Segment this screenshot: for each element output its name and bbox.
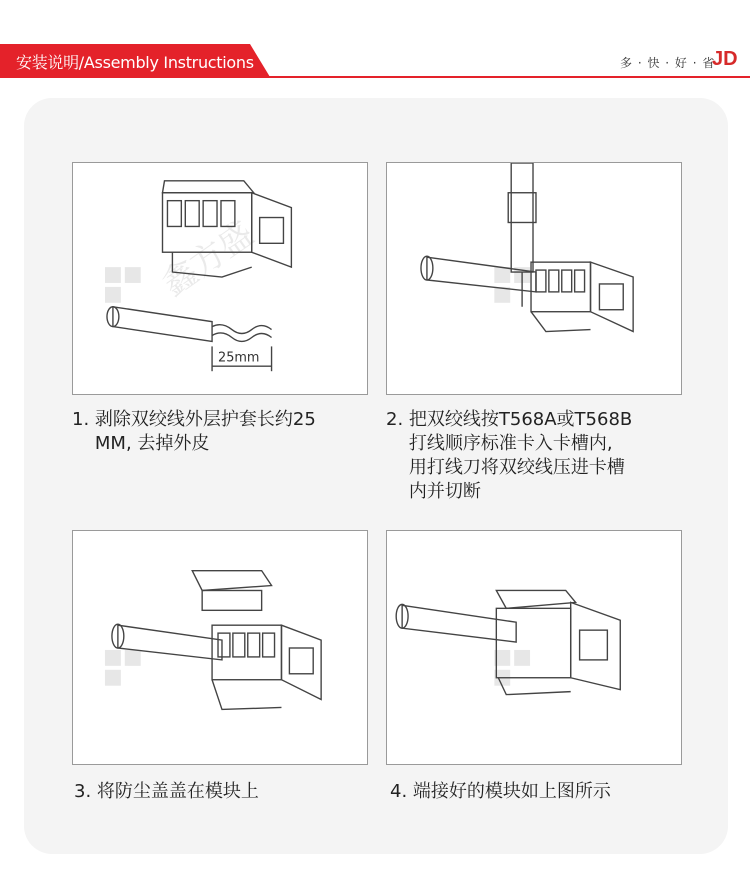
step-2-illustration bbox=[386, 162, 682, 395]
step-1-caption: 1. 剥除双绞线外层护套长约25 MM, 去掉外皮 bbox=[72, 409, 316, 454]
step-4-caption: 4. 端接好的模块如上图所示 bbox=[390, 781, 611, 802]
header-bar bbox=[0, 0, 750, 80]
step-2-caption: 2. 把双绞线按T568A或T568B 打线顺序标准卡入卡槽内, 用打线刀将双绞线压进卡槽 内并切断 bbox=[386, 409, 633, 502]
page-title: 安装说明/Assembly Instructions bbox=[16, 53, 254, 72]
watermark-text: 鑫方盛 bbox=[155, 213, 261, 304]
step-3-caption: 3. 将防尘盖盖在模块上 bbox=[74, 781, 259, 802]
watermark bbox=[105, 214, 260, 304]
slogan: 多 · 快 · 好 · 省 bbox=[620, 56, 716, 70]
instructions-panel bbox=[24, 98, 728, 854]
step-3-illustration bbox=[72, 530, 368, 765]
step-1-illustration bbox=[72, 162, 368, 395]
dimension-label: 25mm bbox=[218, 350, 260, 366]
header-divider bbox=[0, 76, 750, 78]
brand-logo: JD bbox=[712, 48, 738, 70]
step-4-illustration bbox=[386, 530, 682, 765]
